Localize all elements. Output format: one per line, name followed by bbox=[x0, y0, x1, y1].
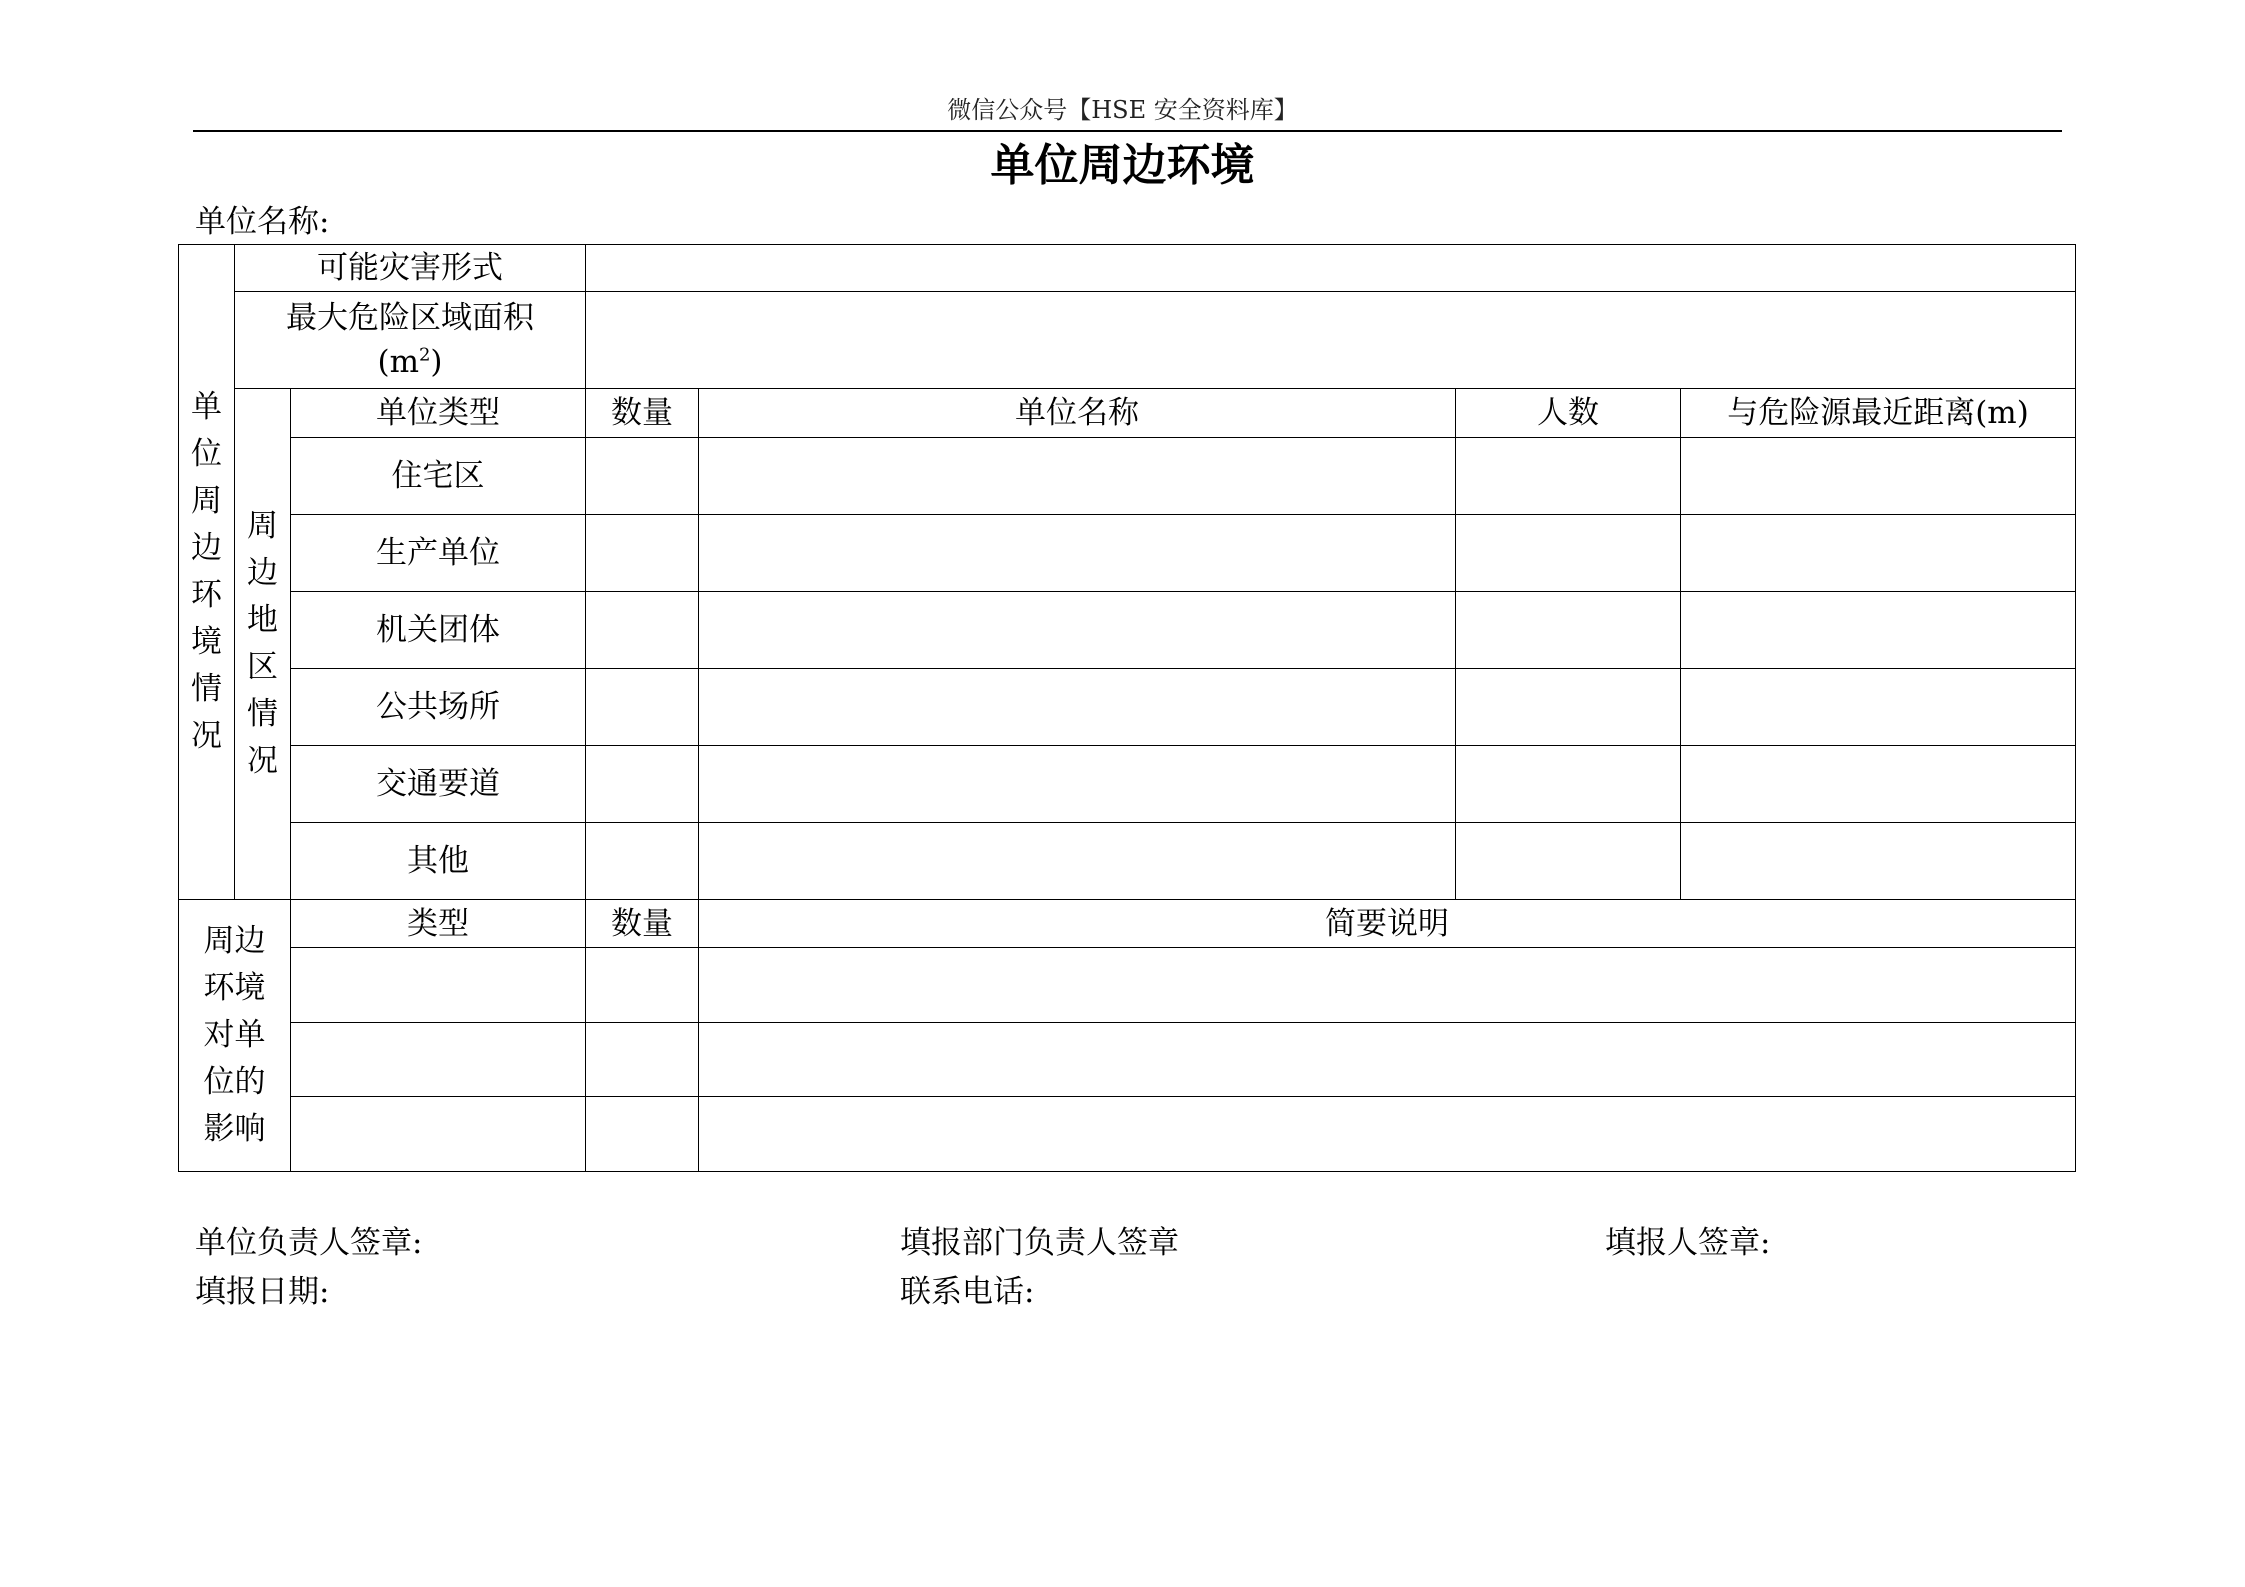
section-surroundings-label: 单位周边环境情况 bbox=[191, 389, 222, 754]
sub-section-cell bbox=[235, 389, 291, 900]
distance-cell[interactable] bbox=[1681, 669, 2076, 746]
distance-cell[interactable] bbox=[1681, 592, 2076, 669]
column-header: 单位类型 bbox=[291, 389, 586, 438]
impact-count-cell[interactable] bbox=[586, 1023, 699, 1097]
unit-name-cell[interactable] bbox=[699, 669, 1456, 746]
people-cell[interactable] bbox=[1456, 515, 1681, 592]
count-cell[interactable] bbox=[586, 823, 699, 900]
impact-row bbox=[179, 1097, 2076, 1172]
impact-header-row bbox=[179, 900, 2076, 948]
row-label: 机关团体 bbox=[291, 592, 586, 669]
section-impact-cell bbox=[179, 900, 291, 1172]
row-label: 生产单位 bbox=[291, 515, 586, 592]
disaster-form-label: 可能灾害形式 bbox=[235, 245, 586, 292]
section-impact-label: 周边环境对单位的影响 bbox=[203, 923, 266, 1147]
disaster-form-value[interactable] bbox=[586, 245, 2076, 292]
max-area-label: 最大危险区域面积 bbox=[286, 300, 534, 336]
fill-date-label: 填报日期: bbox=[195, 1274, 330, 1310]
header-divider bbox=[193, 130, 2062, 132]
row-label: 住宅区 bbox=[291, 438, 586, 515]
impact-description-cell[interactable] bbox=[699, 1023, 2076, 1097]
people-cell[interactable] bbox=[1456, 438, 1681, 515]
count-cell[interactable] bbox=[586, 438, 699, 515]
row-label: 其他 bbox=[291, 823, 586, 900]
leader-signature-label: 单位负责人签章: bbox=[195, 1225, 423, 1261]
page-title: 单位周边环境 bbox=[990, 140, 1255, 191]
row-label: 交通要道 bbox=[291, 746, 586, 823]
row-label: 公共场所 bbox=[291, 669, 586, 746]
max-area-unit: $(m^2)$ bbox=[377, 344, 443, 380]
unit-name-cell[interactable] bbox=[699, 438, 1456, 515]
dept-leader-signature-label: 填报部门负责人签章 bbox=[900, 1225, 1179, 1261]
impact-type-cell[interactable] bbox=[291, 948, 586, 1023]
surroundings-header-row bbox=[179, 389, 2076, 438]
unit-name-cell[interactable] bbox=[699, 746, 1456, 823]
impact-row bbox=[179, 948, 2076, 1023]
unit-name-cell[interactable] bbox=[699, 823, 1456, 900]
table-row bbox=[179, 669, 2076, 746]
column-header: 人数 bbox=[1456, 389, 1681, 438]
contact-phone-label: 联系电话: bbox=[900, 1274, 1035, 1310]
people-cell[interactable] bbox=[1456, 746, 1681, 823]
impact-column-header: 数量 bbox=[586, 900, 699, 948]
max-area-value[interactable] bbox=[586, 292, 2076, 389]
max-area-row bbox=[179, 292, 2076, 389]
table-row bbox=[179, 515, 2076, 592]
column-header: 单位名称 bbox=[699, 389, 1456, 438]
distance-cell[interactable] bbox=[1681, 515, 2076, 592]
distance-cell[interactable] bbox=[1681, 823, 2076, 900]
impact-count-cell[interactable] bbox=[586, 948, 699, 1023]
unit-name-label: 单位名称: bbox=[195, 204, 330, 240]
people-cell[interactable] bbox=[1456, 592, 1681, 669]
distance-cell[interactable] bbox=[1681, 746, 2076, 823]
page-header-text: 微信公众号【HSE 安全资料库】 bbox=[947, 96, 1298, 124]
sub-section-label: 周边地区情况 bbox=[247, 508, 278, 779]
count-cell[interactable] bbox=[586, 515, 699, 592]
count-cell[interactable] bbox=[586, 746, 699, 823]
environment-form-table bbox=[178, 244, 2076, 1172]
max-area-label-cell bbox=[235, 292, 586, 389]
disaster-form-row bbox=[179, 245, 2076, 292]
impact-type-cell[interactable] bbox=[291, 1097, 586, 1172]
impact-column-header: 类型 bbox=[291, 900, 586, 948]
column-header: 数量 bbox=[586, 389, 699, 438]
people-cell[interactable] bbox=[1456, 669, 1681, 746]
unit-name-cell[interactable] bbox=[699, 592, 1456, 669]
impact-row bbox=[179, 1023, 2076, 1097]
impact-description-cell[interactable] bbox=[699, 1097, 2076, 1172]
section-surroundings-cell bbox=[179, 245, 235, 900]
people-cell[interactable] bbox=[1456, 823, 1681, 900]
count-cell[interactable] bbox=[586, 669, 699, 746]
unit-name-cell[interactable] bbox=[699, 515, 1456, 592]
distance-cell[interactable] bbox=[1681, 438, 2076, 515]
table-row bbox=[179, 746, 2076, 823]
table-row bbox=[179, 438, 2076, 515]
impact-count-cell[interactable] bbox=[586, 1097, 699, 1172]
impact-type-cell[interactable] bbox=[291, 1023, 586, 1097]
impact-column-header: 简要说明 bbox=[699, 900, 2076, 948]
table-row bbox=[179, 592, 2076, 669]
column-header: 与危险源最近距离(m) bbox=[1681, 389, 2076, 438]
table-row bbox=[179, 823, 2076, 900]
count-cell[interactable] bbox=[586, 592, 699, 669]
impact-description-cell[interactable] bbox=[699, 948, 2076, 1023]
filler-signature-label: 填报人签章: bbox=[1605, 1225, 1771, 1261]
